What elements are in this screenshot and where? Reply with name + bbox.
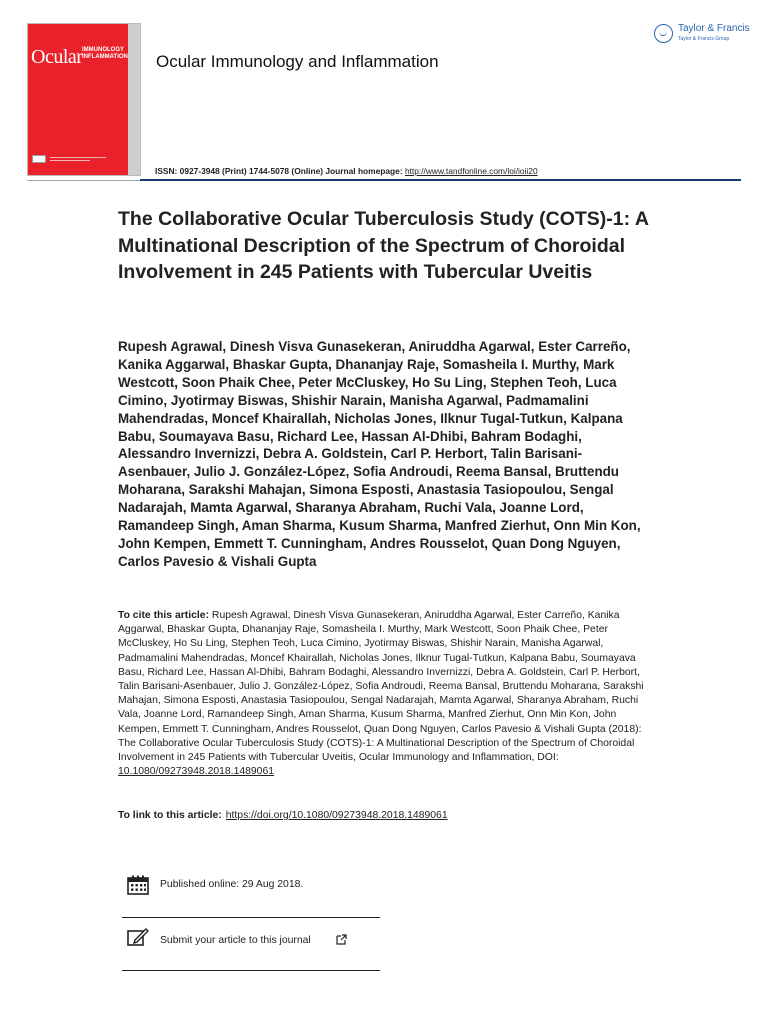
- issn-line: [155, 166, 538, 176]
- cover-footer-line: [50, 157, 106, 158]
- published-date: Published online: 29 Aug 2018.: [160, 879, 304, 890]
- cover-title: Ocular: [31, 46, 83, 68]
- cover-spine: [128, 24, 141, 176]
- edit-icon: [127, 927, 149, 947]
- publisher-name: Taylor & Francis: [678, 23, 750, 34]
- external-link-icon: [336, 934, 347, 945]
- journal-cover: [27, 23, 141, 176]
- cover-footer-line: [50, 160, 90, 161]
- citation-block: [118, 609, 653, 779]
- header-divider-accent: [140, 179, 741, 181]
- article-link-line: [118, 810, 448, 821]
- issn-text: ISSN: 0927-3948 (Print) 1744-5078 (Online) Journal homepage:: [155, 166, 405, 176]
- cover-subtitle-line1: IMMUNOLOGY: [82, 47, 124, 53]
- citation-text: Rupesh Agrawal, Dinesh Visva Gunasekeran, Aniruddha Agarwal, Ester Carreño, Kanika Aggarwal, Bhaskar Gupta, Dhananjay Raje, Somasheila I. Murthy, Mark Westcott, Soon Phaik Chee, Peter McCluskey, Ho Su Ling, Stephen Teoh, Luca Cimino, Jyotirmay Biswas, Shishir Narain, Manisha Agarwal, Padmamalini Mahendradas, Moncef Khairallah, Nicholas Jones, Ilknur Tugal-Tutkun, Kalpana Babu, Soumayava Basu, Richard Lee, Hassan Al-Dhibi, Bahram Bodaghi, Alessandro Invernizzi, Debra A. Goldstein, Carl P. Herbort, Talin Barisani-Asenbauer, Julio J. González-López, Sofia Androudi, Reema Bansal, Bruttendu Moharana, Sarakshi Mahajan, Simona Esposti, Anastasia Tasiopoulou, Sengal Nadarajah, Mamta Agarwal, Sharanya Abraham, Ruchi Vala, Joanne Lord, Ramandeep Singh, Aman Sharma, Kusum Sharma, Manfred Zierhut, Onn Min Kon, John Kempen, Emmett T. Cunningham, Andres Rousselot, Quan Dong Nguyen, Carlos Pavesio & Vishali Gupta (2018): The Collaborative Ocular Tuberculosis Study (COTS)-1: A Multinational Description of the Spectrum of Choroidal Involvement in 245 Patients with Tubercular Uveitis, Ocular Immunology and Inflammation, DOI:: [118, 610, 644, 764]
- footer-divider: [122, 970, 380, 971]
- article-doi-link[interactable]: https://doi.org/10.1080/09273948.2018.1489061: [225, 810, 448, 821]
- journal-name: Ocular Immunology and Inflammation: [156, 52, 439, 71]
- article-authors: Rupesh Agrawal, Dinesh Visva Gunasekeran, Aniruddha Agarwal, Ester Carreño, Kanika Aggarwal, Bhaskar Gupta, Dhananjay Raje, Somasheila I. Murthy, Mark Westcott, Soon Phaik Chee, Peter McCluskey, Ho Su Ling, Stephen Teoh, Luca Cimino, Jyotirmay Biswas, Shishir Narain, Manisha Agarwal, Padmamalini Mahendradas, Moncef Khairallah, Nicholas Jones, Ilknur Tugal-Tutkun, Kalpana Babu, Soumayava Basu, Richard Lee, Hassan Al-Dhibi, Bahram Bodaghi, Alessandro Invernizzi, Debra A. Goldstein, Carl P. Herbort, Talin Barisani-Asenbauer, Julio J. González-López, Sofia Androudi, Reema Bansal, Bruttendu Moharana, Sarakshi Mahajan, Simona Esposti, Anastasia Tasiopoulou, Sengal Nadarajah, Mamta Agarwal, Sharanya Abraham, Ruchi Vala, Joanne Lord, Ramandeep Singh, Aman Sharma, Kusum Sharma, Manfred Zierhut, Onn Min Kon, John Kempen, Emmett T. Cunningham, Andres Rousselot, Quan Dong Nguyen, Carlos Pavesio & Vishali Gupta: [118, 339, 641, 569]
- calendar-icon: [127, 875, 149, 895]
- submit-article-label[interactable]: Submit your article to this journal: [160, 935, 311, 946]
- link-label: To link to this article:: [118, 810, 222, 821]
- publisher-group: Taylor & Francis Group: [678, 36, 730, 42]
- cover-publisher-logo: [32, 155, 46, 163]
- journal-homepage-link[interactable]: http://www.tandfonline.com/loi/ioii20: [404, 166, 538, 176]
- citation-label: To cite this article:: [118, 610, 210, 621]
- citation-doi-link[interactable]: 10.1080/09273948.2018.1489061: [118, 766, 275, 778]
- cover-footer: [32, 155, 122, 163]
- published-online: [127, 873, 387, 899]
- publisher-logo: [654, 22, 754, 46]
- cover-subtitle-line2: INFLAMMATION: [82, 54, 128, 60]
- cover-subtitle: [82, 47, 128, 61]
- article-title: The Collaborative Ocular Tuberculosis Study (COTS)-1: A Multinational Description of the Spectrum of Choroidal Involvement in 245 Patients with Tubercular Uveitis: [118, 208, 649, 283]
- submit-article-link[interactable]: [127, 927, 387, 953]
- footer-divider: [122, 917, 380, 918]
- publisher-logo-icon: [654, 24, 673, 43]
